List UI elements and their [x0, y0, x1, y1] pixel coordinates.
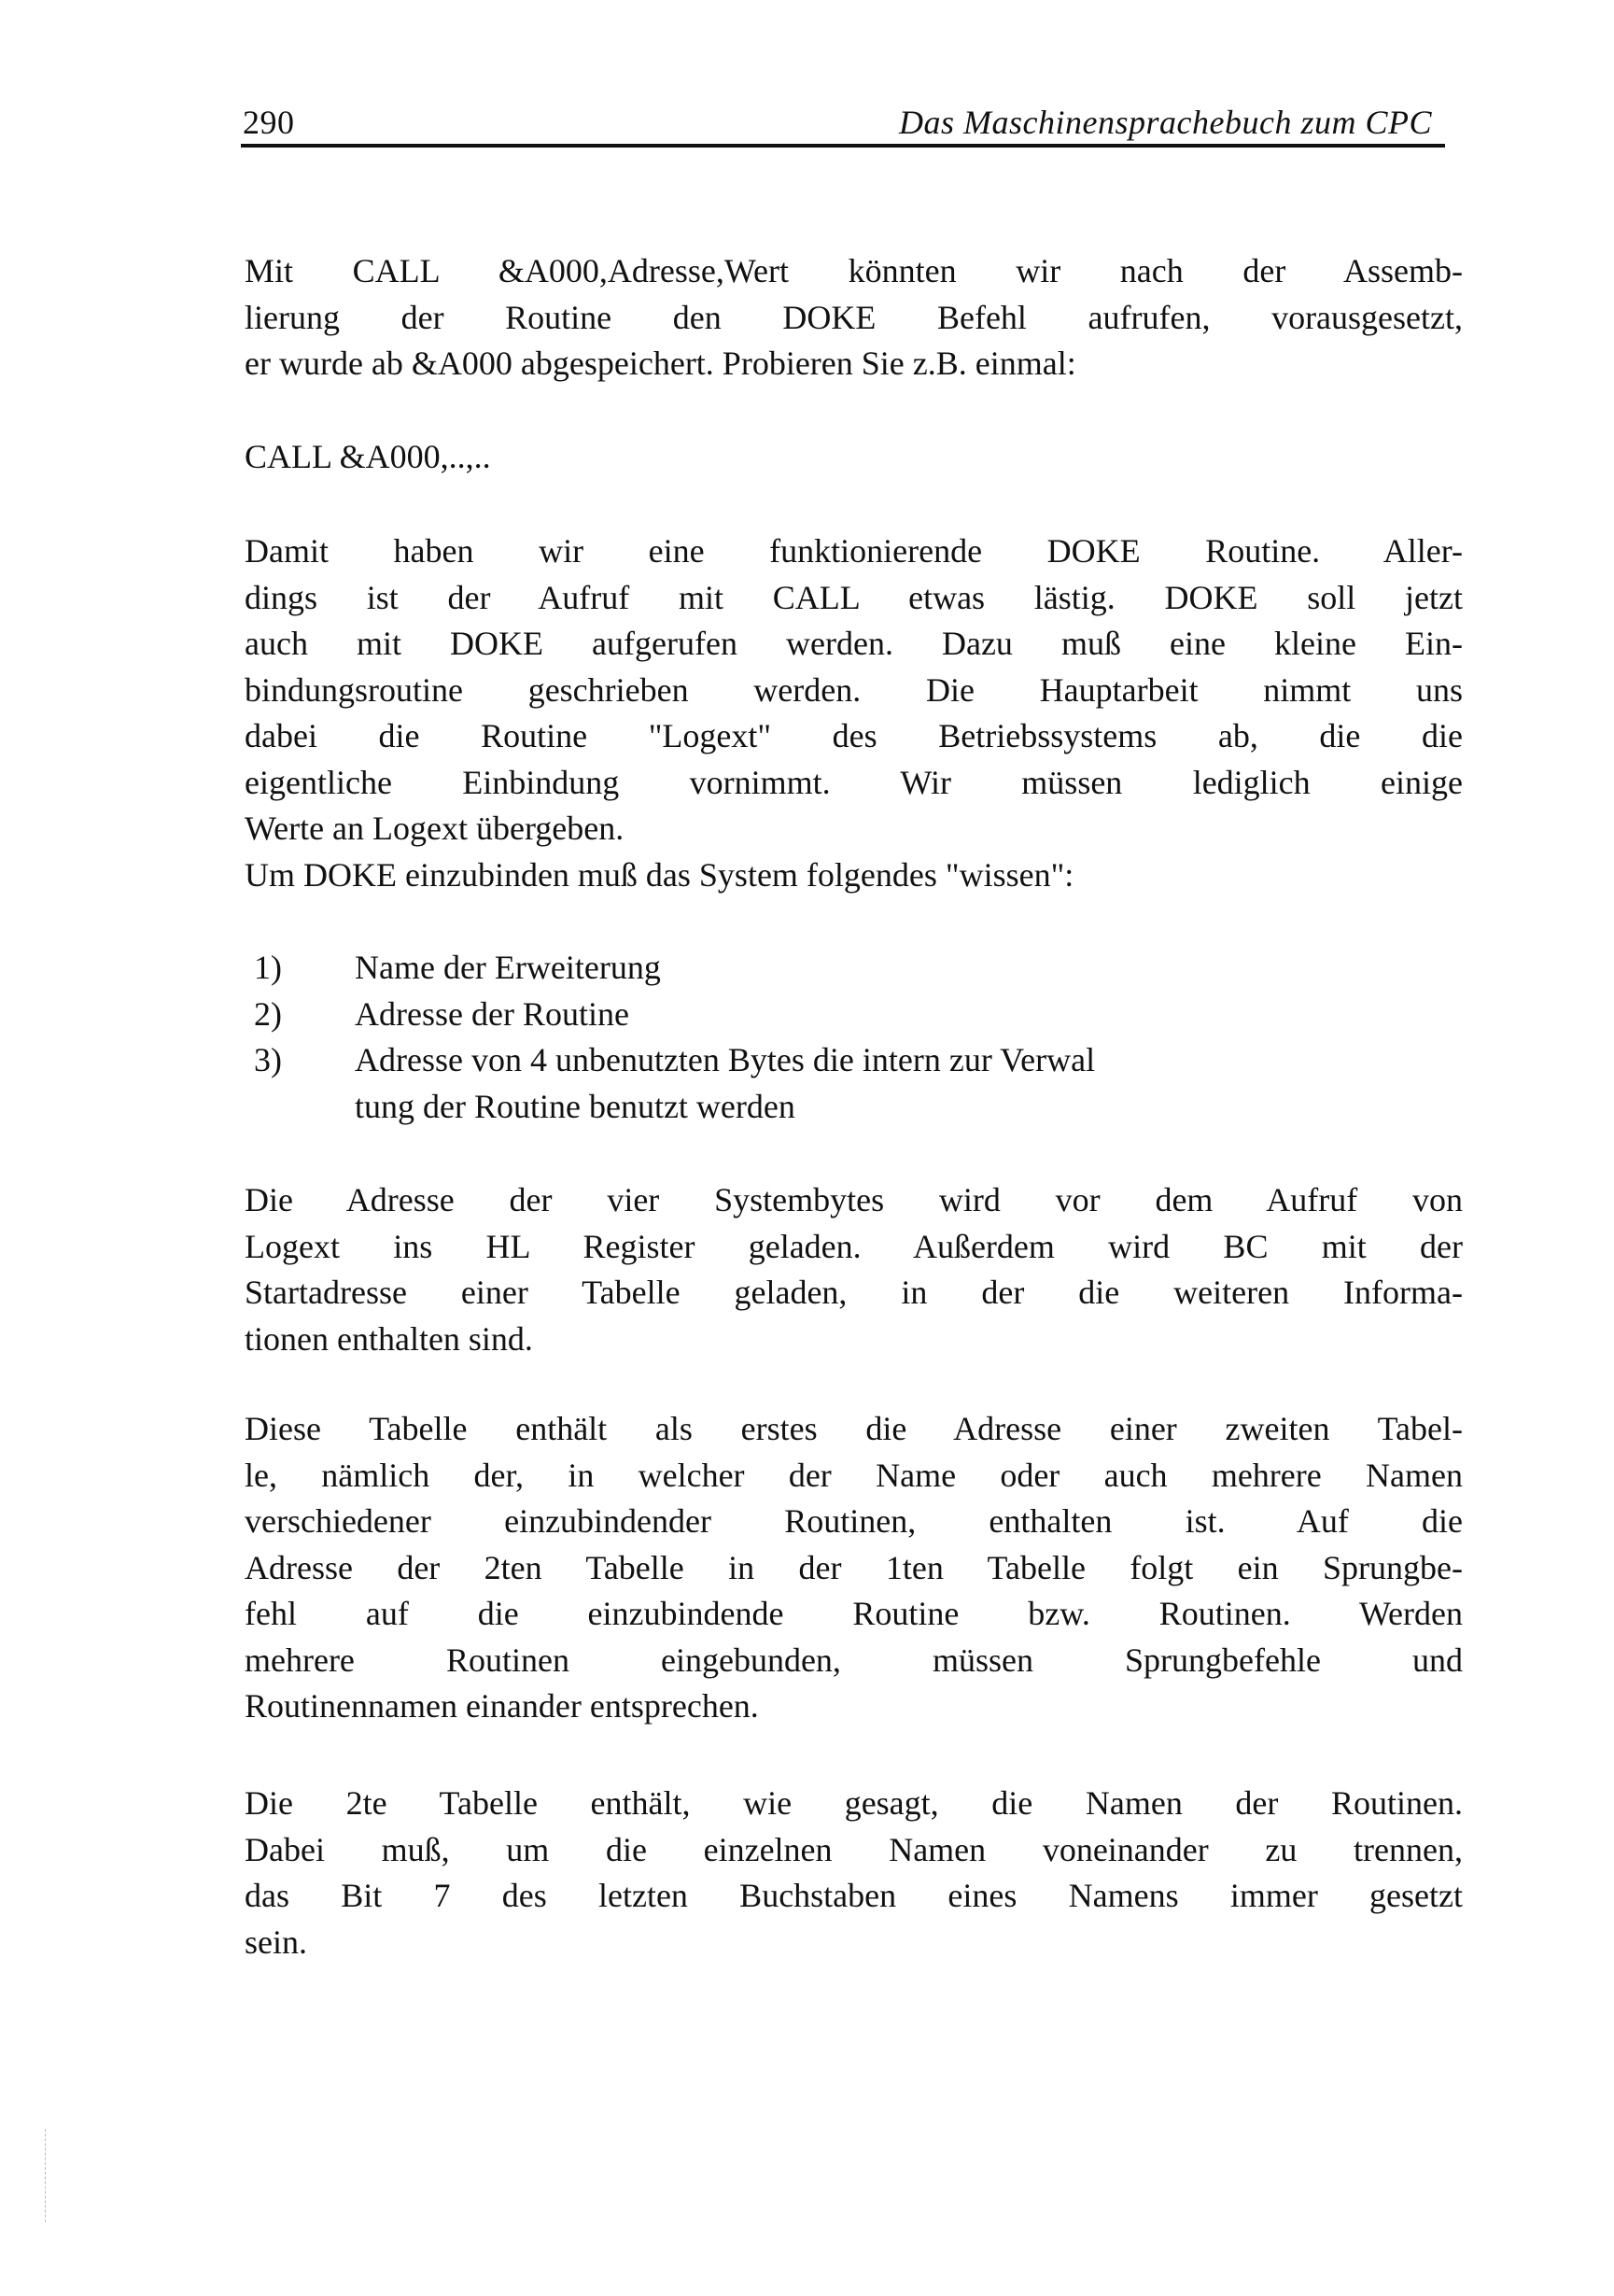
list-item — [245, 945, 1463, 992]
running-title: Das Maschinensprachebuch zum CPC — [899, 104, 1432, 141]
list-text: Name der Erweiterung — [355, 949, 661, 986]
text-line: Startadresse einer Tabelle geladen, in der die weiteren Informa- — [245, 1274, 1463, 1311]
list-text: Adresse von 4 unbenutzten Bytes die intern zur Verwal — [355, 1041, 1096, 1078]
text-line: dabei die Routine "Logext" des Betriebssystems ab, die die — [245, 717, 1463, 754]
code-example — [245, 434, 1463, 481]
text-line: Die 2te Tabelle enthält, wie gesagt, die Namen der Routinen. — [245, 1784, 1463, 1822]
text-line: le, nämlich der, in welcher der Name oder auch mehrere Namen — [245, 1456, 1463, 1494]
text-line: lierung der Routine den DOKE Befehl aufrufen, vorausgesetzt, — [245, 298, 1463, 336]
text-line: Dabei muß, um die einzelnen Namen voneinander zu trennen, — [245, 1830, 1463, 1868]
code-line: CALL &A000,..,.. — [245, 438, 491, 475]
text-line: er wurde ab &A000 abgespeichert. Probieren Sie z.B. einmal: — [245, 345, 1076, 382]
text-line: das Bit 7 des letzten Buchstaben eines Namens immer gesetzt — [245, 1877, 1463, 1914]
list-item — [245, 1037, 1463, 1130]
list-text: Adresse der Routine — [355, 994, 629, 1033]
paragraph-systembytes — [245, 1177, 1463, 1362]
text-line: fehl auf die einzubindende Routine bzw. Routinen. Werden — [245, 1595, 1463, 1632]
page-number: 290 — [243, 104, 295, 141]
text-line: dings ist der Aufruf mit CALL etwas lästig. DOKE soll jetzt — [245, 578, 1463, 616]
text-line: Diese Tabelle enthält als erstes die Adresse einer zweiten Tabel- — [245, 1410, 1463, 1447]
text-line: Damit haben wir eine funktionierende DOKE Routine. Aller- — [245, 532, 1463, 570]
paragraph-doke-routine — [245, 528, 1463, 898]
list-text: tung der Routine benutzt werden — [355, 1087, 795, 1125]
text-line: Routinennamen einander entsprechen. — [245, 1687, 759, 1725]
text-line: Mit CALL &A000,Adresse,Wert könnten wir nach der Assemb- — [245, 252, 1463, 289]
list-item — [245, 992, 1463, 1038]
text-line: Adresse der 2ten Tabelle in der 1ten Tabelle folgt ein Sprungbe- — [245, 1548, 1463, 1586]
running-header — [241, 101, 1445, 148]
text-line: auch mit DOKE aufgerufen werden. Dazu muß eine kleine Ein- — [245, 625, 1463, 662]
list-number: 2) — [254, 994, 282, 1033]
text-line: eigentliche Einbindung vornimmt. Wir müssen lediglich einige — [245, 763, 1463, 801]
list-number: 3) — [254, 1041, 282, 1078]
text-line: Die Adresse der vier Systembytes wird vor dem Aufruf von — [245, 1181, 1463, 1218]
list-number: 1) — [254, 949, 282, 986]
text-line: Um DOKE einzubinden muß das System folgendes "wissen": — [245, 855, 1074, 894]
scan-artifact — [45, 2129, 46, 2222]
text-line: tionen enthalten sind. — [245, 1319, 533, 1358]
requirements-list — [245, 945, 1463, 1130]
paragraph-table — [245, 1406, 1463, 1730]
text-line: Logext ins HL Register geladen. Außerdem wird BC mit der — [245, 1227, 1463, 1265]
paragraph-call-intro — [245, 248, 1463, 387]
text-line: sein. — [245, 1923, 307, 1961]
text-line: verschiedener einzubindender Routinen, enthalten ist. Auf die — [245, 1502, 1463, 1540]
text-line: mehrere Routinen eingebunden, müssen Sprungbefehle und — [245, 1641, 1463, 1679]
paragraph-second-table — [245, 1781, 1463, 1965]
text-line: Werte an Logext übergeben. — [245, 810, 625, 847]
text-line: bindungsroutine geschrieben werden. Die Hauptarbeit nimmt uns — [245, 670, 1463, 709]
